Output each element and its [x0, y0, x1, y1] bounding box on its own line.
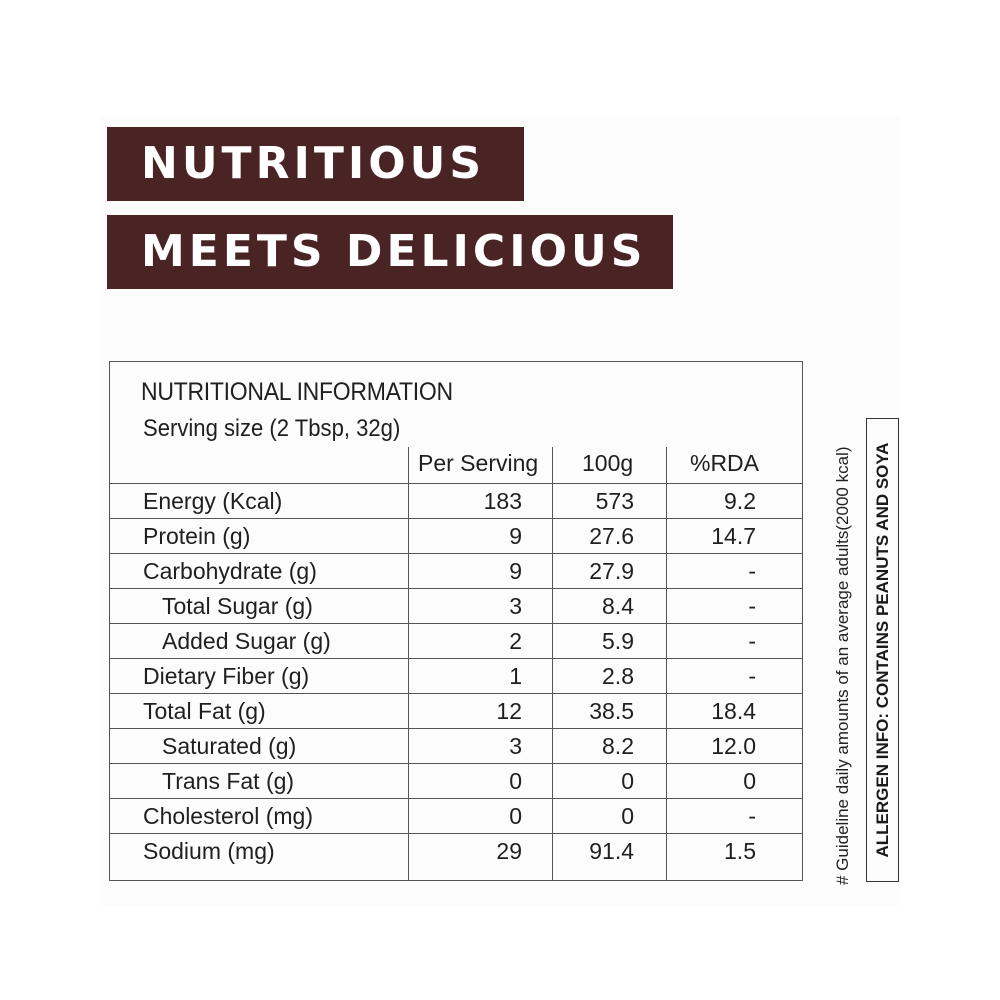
value-rda: - [748, 663, 756, 689]
allergen-info-box: ALLERGEN INFO: CONTAINS PEANUTS AND SOYA [866, 418, 899, 882]
value-per-serving: 1 [509, 663, 522, 689]
headline-banner-2: MEETS DELICIOUS [107, 215, 673, 289]
serving-size: Serving size (2 Tbsp, 32g) [143, 415, 401, 442]
value-rda: - [748, 628, 756, 654]
value-rda: - [748, 558, 756, 584]
table-row [110, 764, 802, 799]
value-rda: 0 [743, 768, 756, 794]
value-rda: - [748, 593, 756, 619]
table-row [110, 624, 802, 659]
headline-banner-1: NUTRITIOUS [107, 127, 524, 201]
column-divider [408, 447, 409, 880]
column-header-per-serving: Per Serving [418, 450, 539, 476]
value-rda: 9.2 [724, 488, 756, 514]
table-row [110, 484, 802, 519]
value-per-serving: 9 [509, 558, 522, 584]
value-per-serving: 29 [496, 838, 522, 864]
nutrient-name: Carbohydrate (g) [143, 558, 317, 584]
value-per-serving: 0 [509, 803, 522, 829]
value-per-100g: 0 [621, 803, 634, 829]
value-per-100g: 5.9 [602, 628, 634, 654]
nutrient-name: Cholesterol (mg) [143, 803, 313, 829]
value-per-100g: 38.5 [589, 698, 634, 724]
nutrition-table [109, 361, 803, 881]
value-per-100g: 0 [621, 768, 634, 794]
value-per-serving: 9 [509, 523, 522, 549]
nutrient-name: Added Sugar (g) [162, 628, 331, 654]
table-title: NUTRITIONAL INFORMATION [141, 378, 453, 406]
value-per-serving: 0 [509, 768, 522, 794]
table-row [110, 519, 802, 554]
nutrient-name: Trans Fat (g) [162, 768, 295, 794]
table-row [110, 799, 802, 834]
value-rda: 1.5 [724, 838, 756, 864]
table-row [110, 589, 802, 624]
value-per-serving: 2 [509, 628, 522, 654]
table-row [110, 694, 802, 729]
nutrient-name: Total Sugar (g) [162, 593, 313, 619]
nutrient-name: Energy (Kcal) [143, 488, 283, 514]
value-per-100g: 8.2 [602, 733, 634, 759]
value-per-100g: 27.6 [589, 523, 634, 549]
value-per-100g: 91.4 [589, 838, 634, 864]
value-per-100g: 2.8 [602, 663, 634, 689]
table-row [110, 729, 802, 764]
value-rda: 18.4 [711, 698, 756, 724]
nutrient-name: Sodium (mg) [143, 838, 275, 864]
column-header-100g: 100g [582, 450, 634, 476]
value-per-100g: 573 [595, 488, 634, 514]
table-row [110, 554, 802, 589]
value-per-100g: 27.9 [589, 558, 634, 584]
value-per-serving: 3 [509, 733, 522, 759]
table-row [110, 659, 802, 694]
table-row [110, 834, 802, 869]
value-rda: 12.0 [711, 733, 756, 759]
nutrient-name: Total Fat (g) [143, 698, 266, 724]
value-rda: - [748, 803, 756, 829]
value-per-serving: 183 [483, 488, 522, 514]
column-header-rda: %RDA [690, 450, 760, 476]
value-rda: 14.7 [711, 523, 756, 549]
value-per-serving: 12 [496, 698, 522, 724]
nutrient-name: Saturated (g) [162, 733, 297, 759]
guideline-footnote: # Guideline daily amounts of an average adults(2000 kcal) [833, 446, 852, 885]
value-per-100g: 8.4 [602, 593, 634, 619]
nutrient-name: Protein (g) [143, 523, 251, 549]
value-per-serving: 3 [509, 593, 522, 619]
nutrient-name: Dietary Fiber (g) [143, 663, 310, 689]
column-divider [552, 447, 553, 880]
column-divider [666, 447, 667, 880]
